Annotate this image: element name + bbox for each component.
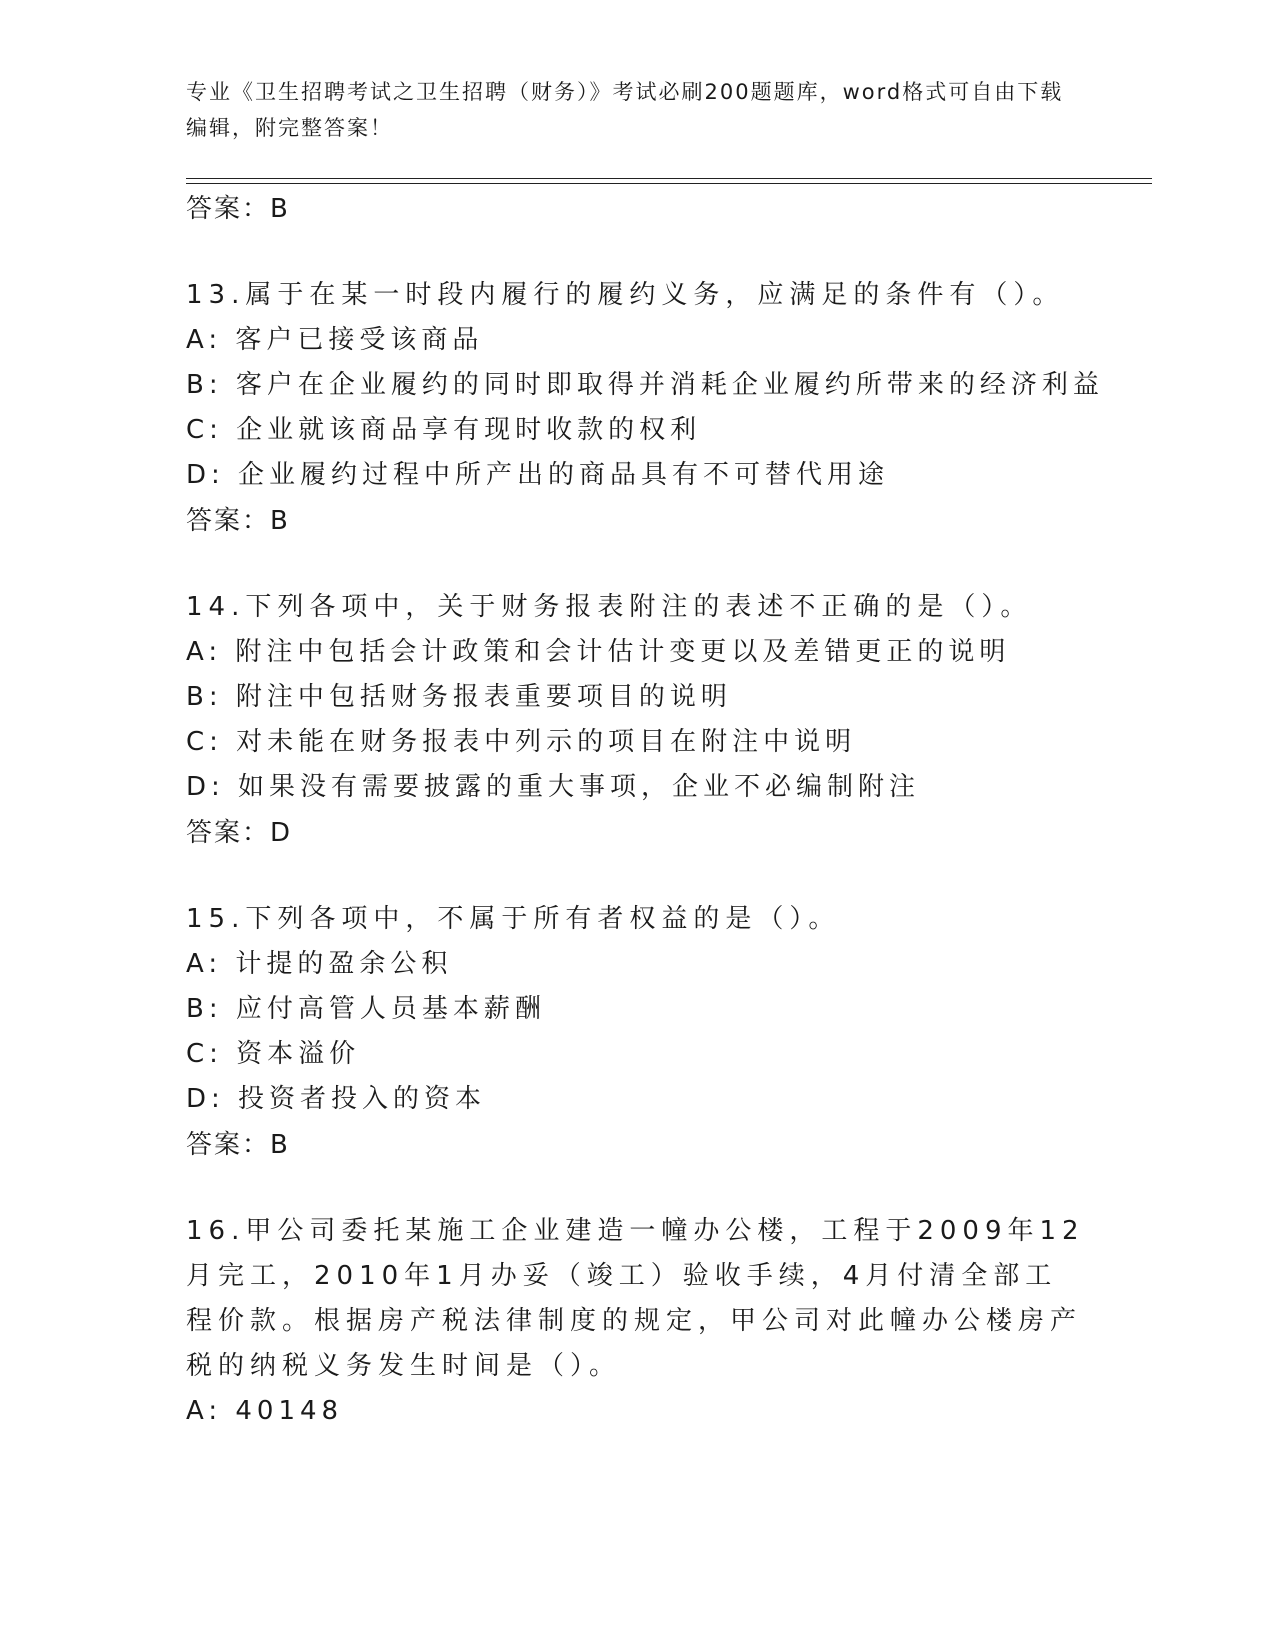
question-stem: 15.下列各项中，不属于所有者权益的是（）。 [186,904,841,934]
question-14 [186,585,1086,856]
option-d: D: 如果没有需要披露的重大事项，企业不必编制附注 [186,772,921,802]
question-15 [186,897,1086,1168]
answer-line: 答案：D [186,818,293,848]
header-rule-top [186,178,1152,179]
answer-line: 答案：B [186,1130,290,1160]
option-list [186,630,1086,810]
document-header: 专业《卫生招聘考试之卫生招聘（财务）》考试必刷200题题库，word格式可自由下载编辑，附完整答案！ [186,80,1064,140]
question-13 [186,273,1104,544]
option-list [186,318,1104,498]
answer-line: 答案：B [186,506,290,536]
header-rule-bottom [186,183,1152,184]
option-a: A: 客户已接受该商品 [186,325,484,355]
option-b: B: 应付高管人员基本薪酬 [186,994,546,1024]
question-stem: 16.甲公司委托某施工企业建造一幢办公楼，工程于2009年12月完工，2010年1月办妥（竣工）验收手续，4月付清全部工程价款。根据房产税法律制度的规定，甲公司对此幢办公楼房产税的纳税义务发生时间是（）。 [186,1216,1085,1381]
option-c: C: 资本溢价 [186,1039,361,1069]
option-list [186,942,1086,1122]
option-a: A: 40148 [186,1396,344,1426]
question-16 [186,1209,1086,1434]
option-a: A: 附注中包括会计政策和会计估计变更以及差错更正的说明 [186,637,1011,667]
question-stem: 14.下列各项中，关于财务报表附注的表述不正确的是（）。 [186,592,1033,622]
question-list [186,186,1104,1434]
option-list [186,1389,1086,1434]
question-stem: 13.属于在某一时段内履行的履约义务，应满足的条件有（）。 [186,280,1065,310]
option-c: C: 对未能在财务报表中列示的项目在附注中说明 [186,727,857,757]
answer-line: 答案：B [186,194,290,224]
option-b: B: 客户在企业履约的同时即取得并消耗企业履约所带来的经济利益 [186,370,1104,400]
option-d: D: 企业履约过程中所产出的商品具有不可替代用途 [186,460,890,490]
option-a: A: 计提的盈余公积 [186,949,453,979]
option-c: C: 企业就该商品享有现时收款的权利 [186,415,702,445]
option-b: B: 附注中包括财务报表重要项目的说明 [186,682,732,712]
option-d: D: 投资者投入的资本 [186,1084,487,1114]
